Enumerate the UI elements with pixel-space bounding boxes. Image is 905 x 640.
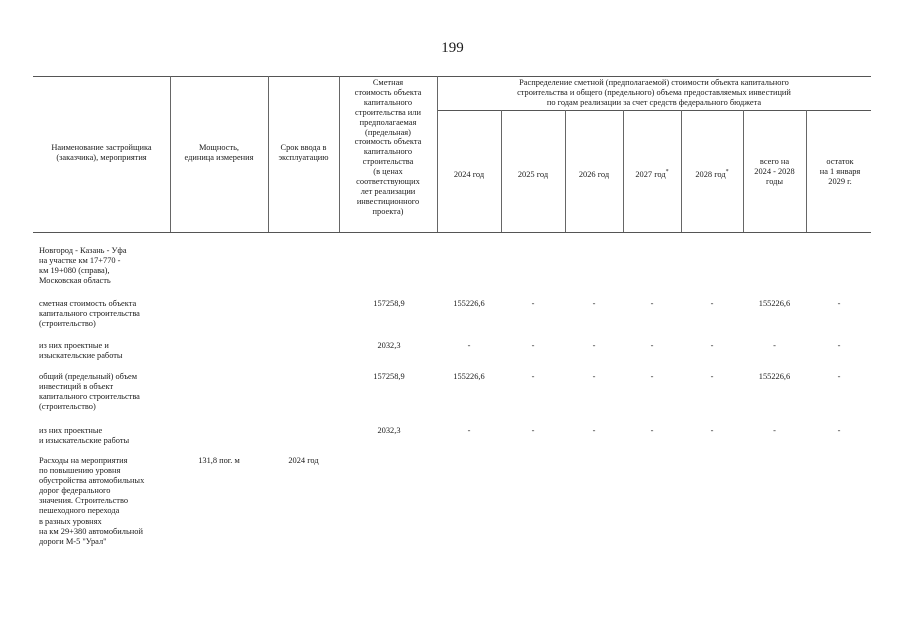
- col-divider: [268, 76, 269, 232]
- row-value: -: [531, 426, 535, 435]
- header-year: [439, 168, 499, 180]
- page-number: 199: [441, 40, 464, 56]
- row-name: из них проектные и изыскательские работы: [39, 341, 123, 361]
- row-value: -: [592, 341, 596, 350]
- row-name: Новгород - Казань - Уфа на участке км 17+770 - км 19+080 (справа), Московская область: [39, 246, 127, 286]
- header-year-note: *: [725, 169, 729, 175]
- row-name: общий (предельный) объем инвестиций в объект капитального строительства (строительство): [39, 372, 140, 412]
- row-value: -: [592, 426, 596, 435]
- header-year-note: *: [665, 169, 669, 175]
- row-value: -: [837, 372, 841, 381]
- row-value: -: [710, 299, 714, 308]
- header-year-label: 2025 год: [517, 169, 549, 179]
- header-cost: Сметная стоимость объекта капитального строительства или предполагаемая (предельная) стоимость объекта капитального строительства (в ценах соответствующих лет реализации инвестиционного проекта): [354, 78, 422, 216]
- header-year-label: 2026 год: [578, 169, 610, 179]
- header-year-label: 2024 год: [453, 169, 485, 179]
- row-value: -: [531, 299, 535, 308]
- col-divider: [623, 110, 624, 232]
- header-year: [683, 168, 741, 180]
- table-top-rule: [33, 76, 871, 77]
- header-capacity: Мощность, единица измерения: [184, 143, 254, 162]
- row-value: -: [837, 426, 841, 435]
- row-value: -: [650, 372, 654, 381]
- row-value: 155226,6: [453, 372, 485, 381]
- header-bottom-rule: [33, 232, 871, 233]
- row-value: -: [710, 426, 714, 435]
- col-divider: [437, 76, 438, 232]
- row-value: -: [650, 299, 654, 308]
- row-value: 155226,6: [758, 372, 791, 381]
- row-value: -: [531, 372, 535, 381]
- col-divider: [743, 110, 744, 232]
- row-value: -: [773, 341, 776, 350]
- header-total: [745, 157, 804, 187]
- row-value: -: [592, 299, 596, 308]
- row-value: -: [710, 372, 714, 381]
- row-value: 155226,6: [758, 299, 791, 308]
- header-remainder: [808, 157, 872, 187]
- row-value: -: [650, 426, 654, 435]
- row-cost: 157258,9: [373, 299, 405, 308]
- row-capacity: 131,8 пог. м: [198, 456, 240, 465]
- row-value: -: [773, 426, 776, 435]
- row-value: -: [467, 341, 471, 350]
- row-value: -: [467, 426, 471, 435]
- row-term: 2024 год: [288, 456, 319, 465]
- header-name: Наименование застройщика (заказчика), мероприятия: [51, 143, 152, 162]
- header-year: [567, 168, 621, 180]
- row-value: -: [837, 299, 841, 308]
- header-year: [625, 168, 679, 180]
- row-name: сметная стоимость объекта капитального строительства (строительство): [39, 299, 140, 329]
- col-divider: [339, 76, 340, 232]
- row-value: 155226,6: [453, 299, 485, 308]
- header-year-label: 2028 год: [695, 169, 726, 179]
- row-value: -: [710, 341, 714, 350]
- row-name: из них проектные и изыскательские работы: [39, 426, 130, 446]
- header-year: [503, 168, 563, 180]
- header-year-label: 2027 год: [635, 169, 666, 179]
- row-cost: 2032,3: [377, 426, 401, 435]
- row-cost: 157258,9: [373, 372, 405, 381]
- col-divider: [565, 110, 566, 232]
- col-divider: [681, 110, 682, 232]
- header-year-label: остаток на 1 января 2029 г.: [819, 157, 861, 186]
- row-value: -: [592, 372, 596, 381]
- row-value: -: [531, 341, 535, 350]
- row-value: -: [650, 341, 654, 350]
- row-name: Расходы на мероприятия по повышению уровня обустройства автомобильных дорог федерального значения. Строительство пешеходного перехода в разных уровнях на км 29+380 автомобильной дороги М-5 "Урал": [39, 456, 145, 546]
- header-term: Срок ввода в эксплуатацию: [278, 143, 329, 162]
- col-divider: [806, 110, 807, 232]
- row-cost: 2032,3: [377, 341, 401, 350]
- col-divider: [170, 76, 171, 232]
- header-year-label: всего на 2024 - 2028 годы: [754, 157, 795, 186]
- row-value: -: [837, 341, 841, 350]
- col-divider: [501, 110, 502, 232]
- header-distribution: Распределение сметной (предполагаемой) стоимости объекта капитального строительства и общего (предельного) объема предоставляемых инвестиций по годам реализации за счет средств федерального бюджета: [517, 78, 791, 107]
